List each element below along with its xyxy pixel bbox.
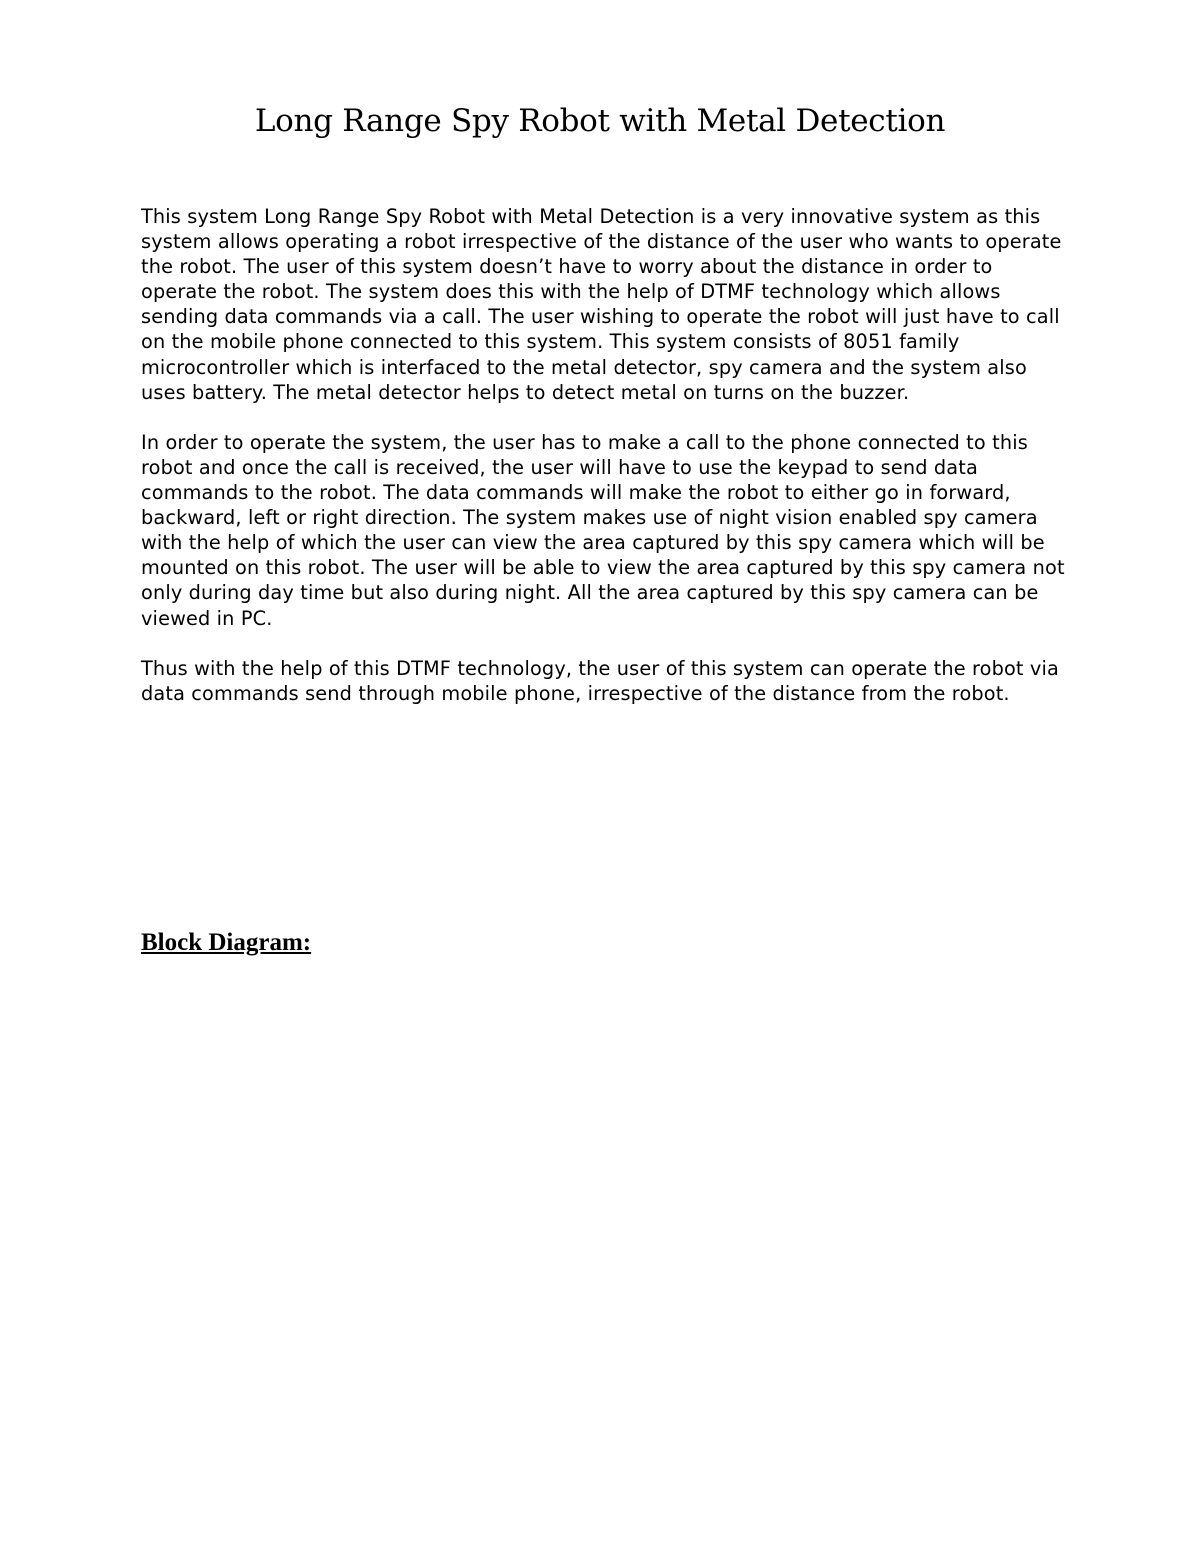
paragraph-operation: In order to operate the system, the user has to make a call to the phone connected to this robot and once the call is received, the user will have to use the keypad to send data commands to the robot. The data commands will make the robot to either go in forward, backward, left or right direction. The system makes use of night vision enabled spy camera with the help of which the user can view the area captured by this spy camera which will be mounted on this robot. The user will be able to view the area captured by this spy camera not only during day time but also during night. All the area captured by this spy camera can be viewed in PC. (141, 430, 1065, 630)
document-title: Long Range Spy Robot with Metal Detection (254, 103, 946, 139)
block-diagram-heading: Block Diagram: (141, 929, 312, 956)
document-body (141, 204, 1071, 731)
paragraph-intro: This system Long Range Spy Robot with Metal Detection is a very innovative system as this system allows operating a robot irrespective of the distance of the user who wants to operate the robot. The user of this system doesn’t have to worry about the distance in order to operate the robot. The system does this with the help of DTMF technology which allows sending data commands via a call. The user wishing to operate the robot will just have to call on the mobile phone connected to this system. This system consists of 8051 family microcontroller which is interfaced to the metal detector, spy camera and the system also uses battery. The metal detector helps to detect metal on turns on the buzzer. (141, 205, 1062, 404)
paragraph-conclusion: Thus with the help of this DTMF technology, the user of this system can operate the robot via data commands send through mobile phone, irrespective of the distance from the robot. (141, 656, 1059, 705)
